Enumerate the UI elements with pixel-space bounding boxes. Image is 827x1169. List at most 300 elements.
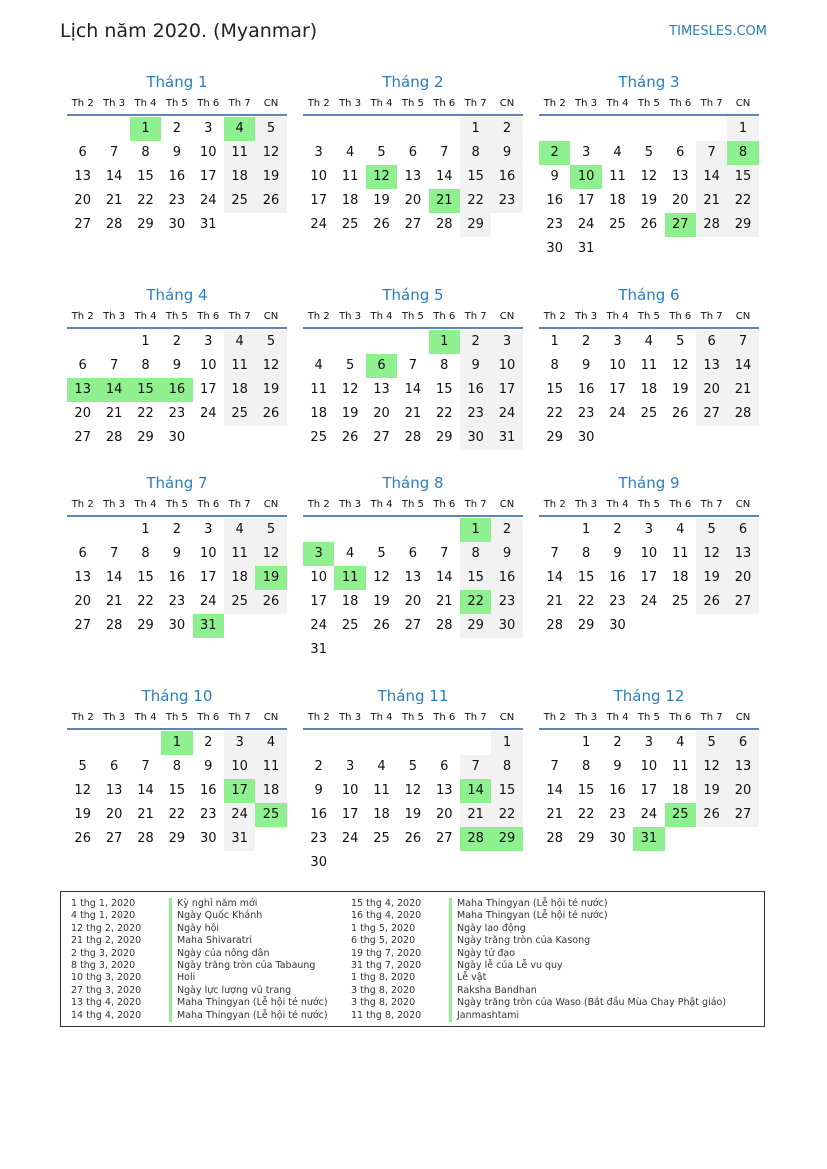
weekday-label: CN <box>263 311 279 322</box>
empty-cell <box>67 518 98 542</box>
weekday-label: Th 4 <box>134 712 157 723</box>
day-cell: 23 <box>609 807 626 822</box>
empty-cell <box>366 330 397 354</box>
legend-date: 8 thg 3, 2020 <box>71 959 136 971</box>
day-cell: 17 <box>310 594 327 609</box>
empty-cell <box>397 117 428 141</box>
day-cell: 19 <box>696 779 727 803</box>
month-title: Tháng 1 <box>146 73 208 91</box>
day-cell: 27 <box>74 217 91 232</box>
day-cell: 20 <box>671 193 689 208</box>
month-calendar <box>303 471 523 662</box>
day-cell: 2 <box>172 121 181 136</box>
day-cell: 20 <box>74 406 91 421</box>
legend-color-marker <box>449 898 452 910</box>
day-cell: 5 <box>644 145 653 160</box>
holiday-day-cell: 14 <box>98 378 129 402</box>
days-grid <box>67 117 287 237</box>
day-cell: 8 <box>141 546 150 561</box>
empty-cell <box>98 117 129 141</box>
legend-color-marker <box>449 935 452 947</box>
legend-row <box>71 910 328 922</box>
days-grid <box>67 518 287 638</box>
day-cell: 28 <box>105 618 123 633</box>
day-cell: 29 <box>460 614 491 638</box>
holiday-day-cell: 31 <box>193 614 224 638</box>
day-cell: 2 <box>204 735 213 750</box>
legend-holiday-name: Raksha Bandhan <box>457 984 537 996</box>
day-cell: 29 <box>137 618 154 633</box>
day-cell: 12 <box>74 783 91 798</box>
legend-color-marker <box>169 972 172 984</box>
legend-holiday-name: Maha Thingyan (Lễ hội té nước) <box>457 898 608 909</box>
day-cell: 10 <box>310 169 327 184</box>
day-cell: 9 <box>172 358 181 373</box>
day-cell: 17 <box>640 570 658 585</box>
legend-row <box>71 948 328 960</box>
day-cell: 30 <box>460 426 491 450</box>
day-cell: 24 <box>199 193 217 208</box>
weekday-label: Th 6 <box>433 712 456 723</box>
day-cell: 30 <box>491 614 522 638</box>
day-cell: 10 <box>609 358 626 373</box>
day-cell: 17 <box>491 378 522 402</box>
weekday-label: Th 5 <box>637 311 660 322</box>
holiday-legend <box>60 891 765 1027</box>
day-cell: 20 <box>404 193 422 208</box>
holiday-day-cell: 1 <box>161 731 192 755</box>
weekday-label: Th 7 <box>228 311 251 322</box>
day-cell: 5 <box>696 518 727 542</box>
day-cell: 19 <box>255 378 286 402</box>
day-cell: 20 <box>727 779 758 803</box>
month-calendar <box>539 70 759 261</box>
day-cell: 27 <box>404 217 422 232</box>
weekday-label: Th 5 <box>401 98 424 109</box>
day-cell: 9 <box>172 145 181 160</box>
day-cell: 26 <box>640 217 658 232</box>
day-cell: 31 <box>224 827 255 851</box>
day-cell: 31 <box>491 426 522 450</box>
legend-holiday-name: Maha Thingyan (Lễ hội té nước) <box>457 910 608 922</box>
day-cell: 20 <box>404 594 422 609</box>
day-cell: 1 <box>141 334 150 349</box>
legend-holiday-name: Maha Thingyan (Lễ hội té nước) <box>177 1009 328 1021</box>
day-cell: 19 <box>640 193 658 208</box>
day-cell: 24 <box>640 594 658 609</box>
legend-holiday-name: Holi <box>177 972 196 984</box>
day-cell: 21 <box>546 807 563 822</box>
day-cell: 16 <box>168 570 186 585</box>
day-cell: 18 <box>640 382 658 397</box>
month-calendar <box>539 283 759 450</box>
day-cell: 23 <box>491 590 522 614</box>
day-cell: 22 <box>546 406 563 421</box>
day-cell: 25 <box>341 618 359 633</box>
legend-holiday-name: Ngày lễ của Lễ vu quy <box>457 959 563 971</box>
day-cell: 28 <box>696 213 727 237</box>
day-cell: 5 <box>255 518 286 542</box>
empty-cell <box>334 518 365 542</box>
day-cell: 2 <box>613 522 622 537</box>
day-cell: 8 <box>460 141 491 165</box>
day-cell: 21 <box>696 189 727 213</box>
day-cell: 3 <box>204 522 213 537</box>
day-cell: 29 <box>435 430 453 445</box>
legend-color-marker <box>169 948 172 960</box>
day-cell: 27 <box>105 831 123 846</box>
empty-cell <box>539 518 570 542</box>
day-cell: 18 <box>341 594 359 609</box>
day-cell: 18 <box>224 378 255 402</box>
weekday-header <box>303 94 523 116</box>
holiday-day-cell: 2 <box>539 141 570 165</box>
day-cell: 4 <box>676 735 685 750</box>
days-grid <box>539 731 759 851</box>
day-cell: 15 <box>168 783 186 798</box>
legend-row <box>351 960 726 972</box>
day-cell: 21 <box>546 594 563 609</box>
weekday-header <box>539 94 759 116</box>
weekday-label: CN <box>499 311 515 322</box>
empty-cell <box>67 731 98 755</box>
legend-row <box>351 985 726 997</box>
day-cell: 11 <box>671 546 689 561</box>
day-cell: 31 <box>199 217 217 232</box>
legend-date: 3 thg 8, 2020 <box>351 984 416 996</box>
empty-cell <box>602 117 633 141</box>
day-cell: 5 <box>78 759 87 774</box>
day-cell: 9 <box>613 759 622 774</box>
weekday-label: Th 6 <box>433 311 456 322</box>
day-cell: 1 <box>460 117 491 141</box>
day-cell: 29 <box>577 831 595 846</box>
day-cell: 10 <box>224 755 255 779</box>
day-cell: 10 <box>310 570 327 585</box>
weekday-label: Th 6 <box>433 98 456 109</box>
holiday-day-cell: 13 <box>67 378 98 402</box>
day-cell: 5 <box>255 117 286 141</box>
day-cell: 27 <box>74 430 91 445</box>
holiday-day-cell: 1 <box>130 117 161 141</box>
weekday-label: Th 6 <box>669 98 692 109</box>
weekday-label: Th 6 <box>433 499 456 510</box>
day-cell: 17 <box>609 382 626 397</box>
weekday-label: Th 4 <box>134 311 157 322</box>
day-cell: 27 <box>404 618 422 633</box>
day-cell: 22 <box>137 594 154 609</box>
day-cell: 7 <box>109 145 119 160</box>
day-cell: 12 <box>341 382 359 397</box>
day-cell: 25 <box>224 402 255 426</box>
legend-date: 14 thg 4, 2020 <box>71 1009 142 1021</box>
legend-color-marker <box>449 985 452 997</box>
weekday-label: Th 2 <box>71 98 94 109</box>
day-cell: 25 <box>640 406 658 421</box>
legend-row <box>351 972 726 984</box>
day-cell: 8 <box>172 759 181 774</box>
weekday-header <box>539 307 759 329</box>
weekday-label: Th 7 <box>228 712 251 723</box>
day-cell: 27 <box>727 590 758 614</box>
legend-holiday-name: Kỳ nghỉ năm mới <box>177 898 258 909</box>
legend-holiday-name: Ngày lao động <box>457 922 526 934</box>
empty-cell <box>397 518 428 542</box>
day-cell: 30 <box>199 831 217 846</box>
weekday-label: Th 7 <box>464 98 487 109</box>
day-cell: 28 <box>546 831 563 846</box>
legend-holiday-name: Ngày lực lượng vũ trang <box>177 984 292 996</box>
day-cell: 3 <box>314 145 323 160</box>
day-cell: 21 <box>105 594 123 609</box>
day-cell: 5 <box>377 546 386 561</box>
day-cell: 6 <box>676 145 685 160</box>
day-cell: 30 <box>609 831 626 846</box>
day-cell: 17 <box>310 193 327 208</box>
weekday-label: Th 5 <box>165 98 188 109</box>
day-cell: 22 <box>137 406 154 421</box>
legend-row <box>71 923 328 935</box>
legend-row <box>71 898 328 910</box>
legend-color-marker <box>169 985 172 997</box>
empty-cell <box>303 518 334 542</box>
legend-holiday-name: Ngày trăng tròn của Kasong <box>457 935 591 947</box>
legend-date: 13 thg 4, 2020 <box>71 997 142 1009</box>
weekday-label: Th 5 <box>401 712 424 723</box>
day-cell: 7 <box>408 358 417 373</box>
weekday-header <box>303 307 523 329</box>
holiday-day-cell: 16 <box>161 378 192 402</box>
day-cell: 11 <box>224 354 255 378</box>
holiday-day-cell: 11 <box>334 566 365 590</box>
day-cell: 24 <box>199 594 217 609</box>
weekday-label: Th 2 <box>543 98 566 109</box>
empty-cell <box>334 731 365 755</box>
day-cell: 12 <box>696 542 727 566</box>
day-cell: 22 <box>137 193 154 208</box>
month-title: Tháng 6 <box>618 286 680 304</box>
day-cell: 17 <box>341 807 359 822</box>
empty-cell <box>429 518 460 542</box>
holiday-day-cell: 14 <box>460 779 491 803</box>
day-cell: 3 <box>224 731 255 755</box>
day-cell: 9 <box>460 354 491 378</box>
day-cell: 25 <box>373 831 390 846</box>
empty-cell <box>67 330 98 354</box>
day-cell: 6 <box>78 546 87 561</box>
day-cell: 16 <box>491 165 522 189</box>
legend-date: 10 thg 3, 2020 <box>71 972 142 984</box>
day-cell: 4 <box>613 145 622 160</box>
weekday-header <box>539 708 759 730</box>
day-cell: 16 <box>199 783 217 798</box>
day-cell: 21 <box>404 406 422 421</box>
legend-row <box>351 1010 726 1022</box>
legend-row <box>351 910 726 922</box>
weekday-label: CN <box>499 98 515 109</box>
day-cell: 23 <box>168 594 186 609</box>
legend-row <box>71 960 328 972</box>
weekday-label: Th 4 <box>606 98 629 109</box>
day-cell: 26 <box>404 831 422 846</box>
weekday-label: Th 5 <box>401 311 424 322</box>
day-cell: 24 <box>224 803 255 827</box>
legend-color-marker <box>449 948 452 960</box>
day-cell: 7 <box>440 145 449 160</box>
legend-column-left <box>71 898 328 1022</box>
month-title: Tháng 5 <box>382 286 444 304</box>
day-cell: 10 <box>199 145 217 160</box>
day-cell: 15 <box>546 382 563 397</box>
day-cell: 13 <box>696 354 727 378</box>
day-cell: 14 <box>546 570 563 585</box>
day-cell: 5 <box>696 731 727 755</box>
weekday-label: Th 3 <box>339 712 362 723</box>
day-cell: 2 <box>613 735 622 750</box>
day-cell: 13 <box>74 570 91 585</box>
holiday-day-cell: 6 <box>366 354 397 378</box>
day-cell: 13 <box>727 542 758 566</box>
days-grid <box>303 330 523 450</box>
day-cell: 4 <box>345 145 355 160</box>
empty-cell <box>539 117 570 141</box>
legend-date: 11 thg 8, 2020 <box>351 1009 422 1021</box>
day-cell: 6 <box>408 145 417 160</box>
day-cell: 19 <box>74 807 91 822</box>
day-cell: 19 <box>404 807 422 822</box>
weekday-label: Th 2 <box>543 712 566 723</box>
weekday-header <box>303 495 523 517</box>
day-cell: 19 <box>671 382 689 397</box>
weekday-label: Th 6 <box>669 499 692 510</box>
legend-color-marker <box>449 960 452 972</box>
day-cell: 27 <box>696 402 727 426</box>
day-cell: 26 <box>671 406 689 421</box>
day-cell: 6 <box>440 759 449 774</box>
day-cell: 25 <box>609 217 626 232</box>
weekday-label: CN <box>735 98 751 109</box>
day-cell: 3 <box>644 522 653 537</box>
holiday-day-cell: 25 <box>665 803 696 827</box>
day-cell: 18 <box>373 807 390 822</box>
holiday-day-cell: 17 <box>224 779 255 803</box>
day-cell: 19 <box>341 406 359 421</box>
day-cell: 14 <box>105 570 123 585</box>
weekday-label: Th 3 <box>575 311 598 322</box>
day-cell: 13 <box>435 783 453 798</box>
day-cell: 30 <box>168 618 186 633</box>
holiday-day-cell: 28 <box>460 827 491 851</box>
day-cell: 5 <box>676 334 685 349</box>
month-title: Tháng 8 <box>382 474 444 492</box>
day-cell: 23 <box>491 189 522 213</box>
weekday-header <box>67 307 287 329</box>
day-cell: 22 <box>168 807 186 822</box>
weekday-label: Th 4 <box>606 499 629 510</box>
day-cell: 16 <box>609 570 626 585</box>
day-cell: 14 <box>727 354 758 378</box>
day-cell: 18 <box>224 566 255 590</box>
day-cell: 24 <box>577 217 595 232</box>
weekday-header <box>539 495 759 517</box>
day-cell: 14 <box>546 783 563 798</box>
weekday-header <box>303 708 523 730</box>
weekday-label: Th 6 <box>669 311 692 322</box>
day-cell: 4 <box>377 759 386 774</box>
legend-row <box>71 997 328 1009</box>
legend-color-marker <box>449 1010 452 1022</box>
day-cell: 31 <box>310 642 327 657</box>
day-cell: 2 <box>172 522 181 537</box>
weekday-label: CN <box>263 98 279 109</box>
day-cell: 2 <box>491 518 522 542</box>
holiday-day-cell: 21 <box>429 189 460 213</box>
month-calendar <box>539 684 759 851</box>
weekday-label: Th 7 <box>464 499 487 510</box>
legend-color-marker <box>169 910 172 922</box>
day-cell: 15 <box>137 570 154 585</box>
legend-date: 1 thg 8, 2020 <box>351 972 416 984</box>
empty-cell <box>303 330 334 354</box>
day-cell: 5 <box>377 145 386 160</box>
day-cell: 24 <box>491 402 522 426</box>
day-cell: 29 <box>577 618 595 633</box>
weekday-label: CN <box>263 499 279 510</box>
weekday-label: Th 7 <box>228 98 251 109</box>
empty-cell <box>98 330 129 354</box>
day-cell: 9 <box>550 169 559 184</box>
day-cell: 6 <box>109 759 119 774</box>
day-cell: 12 <box>696 755 727 779</box>
day-cell: 9 <box>613 546 622 561</box>
day-cell: 19 <box>696 566 727 590</box>
day-cell: 9 <box>491 542 522 566</box>
empty-cell <box>633 117 664 141</box>
legend-holiday-name: Ngày của nông dân <box>177 947 270 959</box>
month-title: Tháng 2 <box>382 73 444 91</box>
empty-cell <box>303 117 334 141</box>
weekday-label: Th 2 <box>307 98 330 109</box>
empty-cell <box>98 518 129 542</box>
day-cell: 23 <box>168 193 186 208</box>
brand-link[interactable]: TIMESLES.COM <box>669 24 767 39</box>
day-cell: 22 <box>460 189 491 213</box>
day-cell: 30 <box>546 241 563 256</box>
month-calendar <box>303 70 523 237</box>
day-cell: 8 <box>581 546 591 561</box>
day-cell: 26 <box>255 590 286 614</box>
day-cell: 5 <box>255 330 286 354</box>
day-cell: 29 <box>137 217 154 232</box>
legend-date: 19 thg 7, 2020 <box>351 947 422 959</box>
weekday-label: Th 3 <box>575 712 598 723</box>
day-cell: 1 <box>581 735 591 750</box>
day-cell: 7 <box>109 546 119 561</box>
empty-cell <box>665 117 696 141</box>
holiday-day-cell: 22 <box>460 590 491 614</box>
days-grid <box>67 731 287 851</box>
holiday-day-cell: 10 <box>570 165 601 189</box>
day-cell: 24 <box>341 831 359 846</box>
day-cell: 26 <box>696 803 727 827</box>
weekday-label: Th 3 <box>339 311 362 322</box>
day-cell: 13 <box>404 570 422 585</box>
day-cell: 18 <box>609 193 626 208</box>
empty-cell <box>303 731 334 755</box>
day-cell: 30 <box>609 618 626 633</box>
day-cell: 13 <box>105 783 123 798</box>
day-cell: 11 <box>609 169 626 184</box>
